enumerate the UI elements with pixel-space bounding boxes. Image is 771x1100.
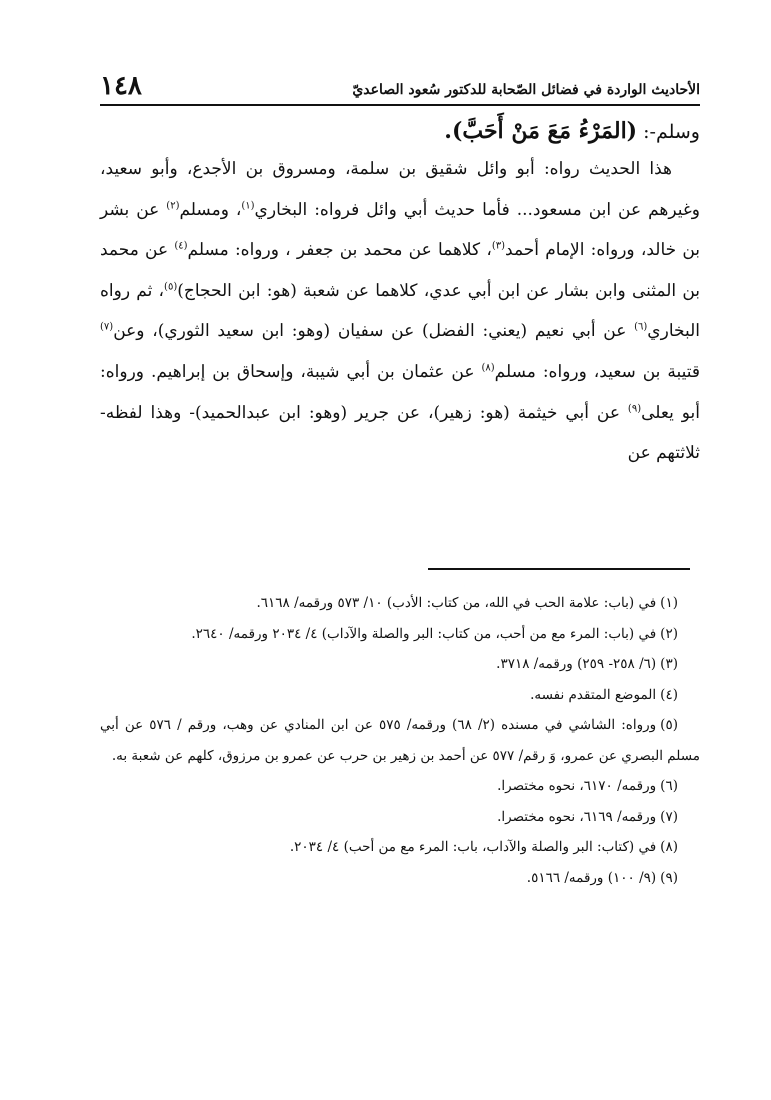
footnote-ref[interactable]: (٦) xyxy=(634,321,648,333)
footnote-ref[interactable]: (٤) xyxy=(174,240,188,252)
text-segment: عن أبي خيثمة (هو: زهير)، عن جرير (وهو: ابن عبدالحميد)- وهذا لفظه- ثلاثتهم عن xyxy=(100,402,700,464)
footnote-text: (٩/ ١٠٠) ورقمه/ ٥١٦٦. xyxy=(526,869,657,886)
running-title: الأحاديث الواردة في فضائل الصّحابة للدكتور سُعود الصاعديّ xyxy=(352,82,700,98)
footnote-number: (٥) xyxy=(660,717,678,733)
footnote-text: في (باب: علامة الحب في الله، من كتاب: الأدب) ١٠/ ٥٧٣ ورقمه/ ٦١٦٨. xyxy=(256,595,657,611)
footnote-item xyxy=(100,588,700,619)
first-line xyxy=(100,114,700,149)
hadith-quote: (المَرْءُ مَعَ مَنْ أَحَبَّ). xyxy=(444,118,638,144)
footnote-ref[interactable]: (٢) xyxy=(166,199,180,211)
footnote-number: (٩) xyxy=(660,869,678,886)
footnote-ref[interactable]: (٥) xyxy=(164,281,178,293)
footnote-ref[interactable]: (١) xyxy=(241,199,255,211)
footnote-text: ورواه: الشاشي في مسنده (٢/ ٦٨) ورقمه/ ٥٧٥ عن ابن المنادي عن وهب، ورقم / ٥٧٦ عن أبي مسلم البصري عن عمرو، وَ رقم/ ٥٧٧ عن أحمد بن زهير بن حرب عن عمرو بن مرزوق، كلهم عن شعبة به. xyxy=(100,717,700,764)
footnote-item xyxy=(100,802,700,833)
paragraph xyxy=(100,149,700,474)
footnote-number: (٤) xyxy=(660,686,678,703)
footnote-number: (٣) xyxy=(660,656,678,672)
footnote-text: في (باب: المرء مع من أحب، من كتاب: البر والصلة والآداب) ٤/ ٢٠٣٤ ورقمه/ ٢٦٤٠. xyxy=(191,625,657,642)
first-line-prefix: وسلم-: xyxy=(637,121,700,143)
text-segment: عن أبي نعيم (يعني: الفضل) عن سفيان (وهو: ابن سعيد الثوري)، وعن xyxy=(113,321,635,342)
footnote-ref[interactable]: (٩) xyxy=(627,402,642,414)
footnote-number: (٨) xyxy=(660,839,678,855)
footnote-item xyxy=(100,619,700,650)
text-segment: ، كلاهما عن محمد بن جعفر ، ورواه: مسلم xyxy=(187,240,492,261)
footnote-item xyxy=(100,680,700,711)
footnote-ref[interactable]: (٣) xyxy=(491,240,506,252)
footnote-text: الموضع المتقدم نفسه. xyxy=(530,686,657,703)
footnote-text: في (كتاب: البر والصلة والآداب، باب: المرء مع من أحب) ٤/ ٢٠٣٤. xyxy=(289,839,657,855)
footnote-item xyxy=(100,771,700,802)
footnote-text: (٦/ ٢٥٨- ٢٥٩) ورقمه/ ٣٧١٨. xyxy=(496,656,657,672)
text-segment: عن محمد بن المثنى وابن بشار عن ابن أبي عدي، كلاهما عن شعبة (هو: ابن الحجاج) xyxy=(100,240,701,301)
running-header xyxy=(100,70,700,106)
text-segment: ، ومسلم xyxy=(179,199,242,220)
footnote-ref[interactable]: (٨) xyxy=(481,362,495,374)
main-text xyxy=(100,114,700,474)
footnote-ref[interactable]: (٧) xyxy=(100,321,114,333)
footnotes xyxy=(100,588,700,893)
footnote-text: ورقمه/ ٦١٧٠، نحوه مختصرا. xyxy=(497,778,657,794)
text-segment: ، ثم رواه البخاري xyxy=(100,280,700,342)
footnote-item xyxy=(100,832,700,863)
footnote-separator xyxy=(428,568,690,570)
footnote-item xyxy=(100,863,700,894)
page-number: ١٤٨ xyxy=(100,71,142,101)
page xyxy=(100,70,700,474)
text-segment: عن عثمان بن أبي شيبة، وإسحاق بن إبراهيم. ورواه: أبو يعلى xyxy=(100,361,700,423)
footnote-number: (٢) xyxy=(660,625,678,642)
footnote-item xyxy=(100,710,700,771)
footnote-number: (٦) xyxy=(660,778,678,794)
text-segment: عن بشر بن خالد، ورواه: الإمام أحمد xyxy=(100,199,701,261)
footnote-item xyxy=(100,649,700,680)
footnote-number: (٧) xyxy=(660,808,678,825)
footnote-number: (١) xyxy=(660,595,678,611)
text-segment: قتيبة بن سعيد، ورواه: مسلم xyxy=(494,361,700,382)
footnote-text: ورقمه/ ٦١٦٩، نحوه مختصرا. xyxy=(497,808,657,825)
text-segment: هذا الحديث رواه: أبو وائل شقيق بن سلمة، ومسروق بن الأجدع، وأبو سعيد، وغيرهم عن ابن مسعود... فأما حديث أبي وائل فرواه: البخاري xyxy=(100,159,700,220)
